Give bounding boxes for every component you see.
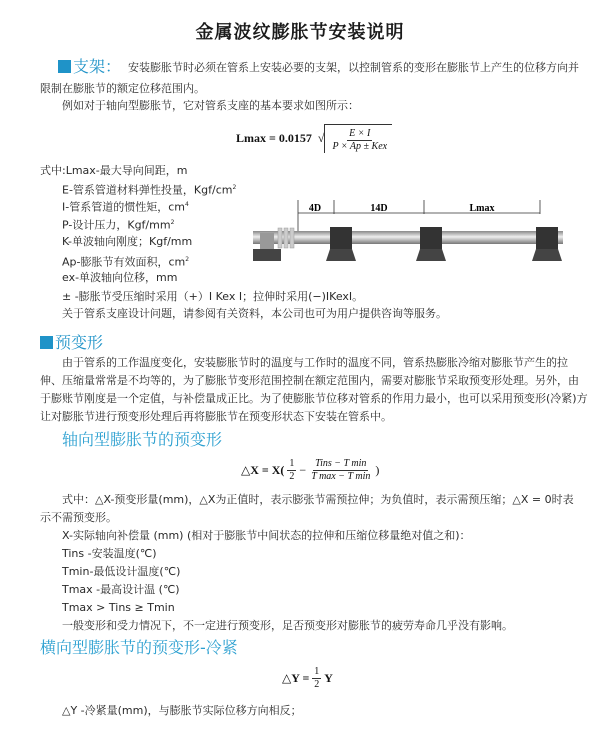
axial-text-line: Tins -安装温度(℃) bbox=[62, 547, 157, 560]
definition-line bbox=[62, 253, 189, 270]
dim-label-4d: 4D bbox=[308, 203, 322, 214]
support-heading bbox=[58, 57, 121, 77]
dim-label-14d: 14D bbox=[370, 203, 388, 214]
predeform-paragraph-line: 由于管系的工作温度变化，安装膨胀节时的温度与工作时的温度不同，管系热膨胀冷缩对膨胀节产生的拉 bbox=[62, 356, 568, 369]
formula-denominator: P × Ap ± Kex bbox=[332, 141, 388, 152]
square-bullet-icon bbox=[58, 60, 71, 73]
superscript: 4 bbox=[184, 201, 189, 208]
definition-text: I-管系管道的惯性矩，cm bbox=[62, 200, 185, 214]
predeform-paragraph-line: 于膨账节刚度是一个定值，与补偿量成正比。为了使膨胀节位移对管系的作用力最小，也可以采用预变形(冷紧)方 bbox=[40, 392, 588, 405]
minus-sign: − bbox=[299, 463, 307, 477]
support-diagram bbox=[248, 200, 568, 280]
definition-line bbox=[62, 181, 236, 198]
definition-text: P-设计压力，Kgf/mm bbox=[62, 218, 171, 232]
definition-line bbox=[62, 290, 363, 304]
axial-text-line: 一般变形和受力情况下，不一定进行预变形，足否预变形对膨胀节的疲劳寿命几乎没有影响。 bbox=[62, 619, 513, 632]
definition-text: ± -膨胀节受压缩时采用（+）I Kex I；拉伸时采用(−)IKexI。 bbox=[62, 290, 364, 303]
predeform-heading bbox=[40, 333, 103, 353]
formula-denominator: T max − T min bbox=[311, 471, 371, 482]
formula-rhs: Y bbox=[324, 671, 333, 685]
formula-lhs: Lmax = 0.0157 bbox=[236, 131, 312, 145]
square-bullet-icon bbox=[40, 336, 53, 349]
definition-text: Ap-膨胀节有效面积，cm bbox=[62, 255, 186, 269]
definition-line bbox=[62, 216, 174, 233]
formula-lhs: △Y = bbox=[282, 671, 310, 685]
fixed-support bbox=[260, 233, 274, 249]
definition-text: ex-单波轴向位移，mm bbox=[62, 271, 178, 284]
definition-text: 式中:Lmax-最大导向间距，m bbox=[40, 164, 188, 177]
formula-denominator: 2 bbox=[314, 679, 320, 690]
lateral-line: △Y -冷紧量(mm)，与膨胀节实际位移方向相反； bbox=[62, 704, 302, 717]
lateral-formula bbox=[282, 666, 333, 691]
axial-formula bbox=[241, 458, 379, 483]
axial-heading: 轴向型膨胀节的预变形 bbox=[62, 430, 223, 449]
axial-text-line: Tmax -最高设计温 (℃) bbox=[62, 583, 180, 596]
formula-numerator: E × I bbox=[349, 128, 371, 139]
formula-lhs: △X = X( bbox=[241, 463, 285, 477]
close-paren: ) bbox=[375, 463, 380, 477]
definition-text: K-单波轴向刚度；Kgf/mm bbox=[62, 235, 193, 248]
definition-text: E-管系管道材料弹性投量，Kgf/cm bbox=[62, 183, 233, 197]
predeform-paragraph-line: 让对膨胀节进行预变形处理后再将膨胀节在预变形状态下安装在管系中。 bbox=[40, 410, 392, 423]
axial-text-line: 示不需预变形。 bbox=[40, 511, 117, 524]
definition-text: 关于管系支座设计问题，请参阅有关资料，本公司也可为用户提供咨询等服务。 bbox=[62, 307, 447, 320]
axial-text-line: Tmin-最低设计温度(℃) bbox=[62, 565, 181, 578]
lateral-heading: 横向型膨胀节的预变形-冷紧 bbox=[40, 638, 238, 657]
support-line3: 例如对于轴向型膨胀节，它对管系支座的基本要求如图所示： bbox=[62, 99, 359, 112]
axial-text-line: X-实际轴向补偿量 (mm) (相对于膨胀节中间状态的拉伸和压缩位移量绝对值之和)： bbox=[62, 529, 471, 542]
lmax-formula bbox=[236, 124, 392, 153]
support-heading-text: 支架： bbox=[73, 57, 122, 76]
axial-text-line: 式中：△X-预变形量(mm)，△X为正值时，表示膨张节需预拉伸；为负值时，表示需预压缩；△X = 0时表 bbox=[62, 493, 574, 506]
definition-line bbox=[40, 164, 187, 178]
definition-line bbox=[62, 307, 447, 321]
definition-line bbox=[62, 235, 192, 249]
fixed-base bbox=[253, 249, 281, 261]
support-line2: 限制在膨胀节的额定位移范围内。 bbox=[40, 82, 205, 95]
formula-numerator: 1 bbox=[314, 666, 320, 677]
predeform-heading-text: 预变形 bbox=[55, 333, 104, 352]
definition-line bbox=[62, 198, 189, 215]
dim-label-lmax: Lmax bbox=[469, 203, 495, 214]
superscript: 2 bbox=[170, 219, 175, 226]
predeform-paragraph-line: 伸、压缩量常常是不均等的，为了膨胀节变形范围控制在额定范围内，需要对膨胀节采取预变形处理。另外，由 bbox=[40, 374, 579, 387]
page-title: 金属波纹膨胀节安装说明 bbox=[195, 22, 405, 43]
superscript: 2 bbox=[185, 256, 190, 263]
support-line1: 安装膨胀节时必须在管系上安装必要的支架，以控制管系的变形在膨胀节上产生的位移方向并 bbox=[128, 61, 579, 74]
superscript: 2 bbox=[232, 184, 237, 191]
axial-text-line: Tmax > Tins ≥ Tmin bbox=[62, 601, 175, 614]
definition-line bbox=[62, 271, 177, 285]
half-denominator: 2 bbox=[289, 471, 295, 482]
formula-numerator: Tins − T min bbox=[315, 458, 367, 469]
half-numerator: 1 bbox=[289, 458, 295, 469]
bellows bbox=[278, 228, 294, 248]
sqrt-sign: √ $\frac{E \times I}{\text{P × Ap ± Kex}}$ bbox=[318, 124, 392, 153]
pipe bbox=[253, 231, 563, 244]
